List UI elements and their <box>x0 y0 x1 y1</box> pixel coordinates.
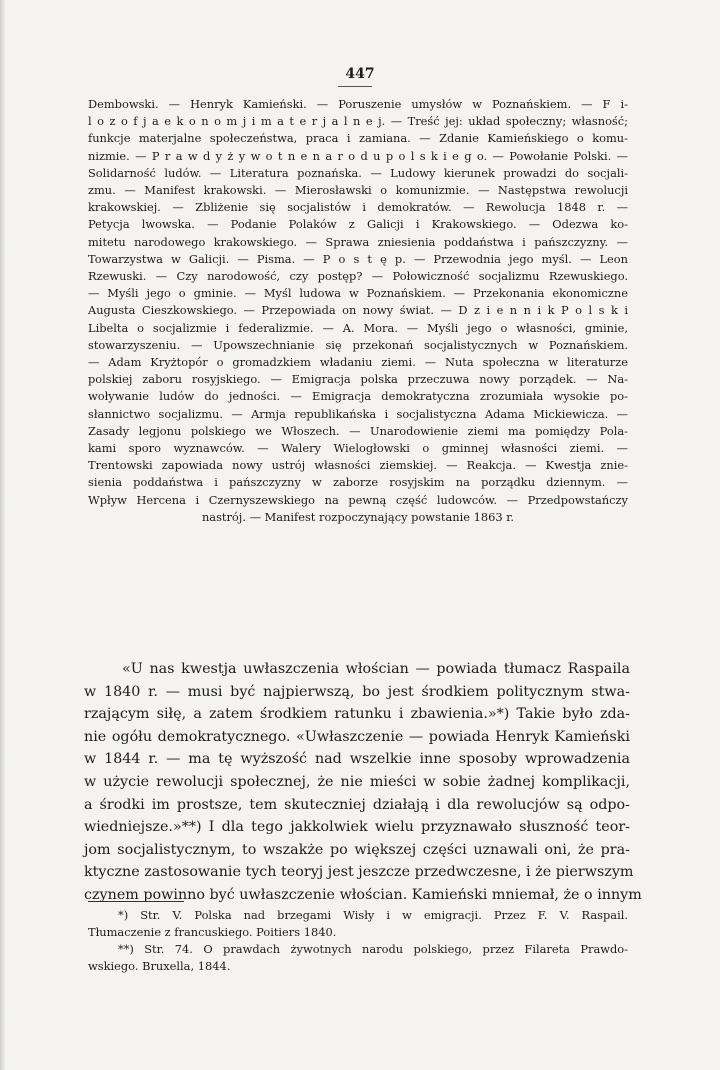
body-line: rzającym siłę, a zatem środkiem ratunku i zbawienia.»*) Takie było zda- <box>84 706 630 723</box>
summary-line: Petycja lwowska. — Podanie Polaków z Galicji i Krakowskiego. — Odezwa ko- <box>88 217 628 232</box>
body-line: nie ogółu demokratycznego. «Uwłaszczenie — powiada Henryk Kamieński <box>84 728 630 745</box>
summary-line: Solidarność ludów. — Literatura poznańska. — Ludowy kierunek prowadzi do socjali- <box>88 165 628 180</box>
summary-line: Trentowski zapowiada nowy ustrój własności ziemskiej. — Reakcja. — Kwestja znie- <box>88 458 628 473</box>
summary-line: Dembowski. — Henryk Kamieński. — Poruszenie umysłów w Poznańskiem. — F i- <box>88 97 628 111</box>
summary-line: l o z o f j a e k o n o m j i m a t e r j a l n e j. — Treść jej: układ społeczny; własność; <box>88 114 628 129</box>
footnote-line: *) Str. V. Polska nad brzegami Wisły i w emigracji. Przez F. V. Raspail. <box>118 908 628 922</box>
summary-line: funkcje materjalne społeczeństwa, praca i zamiana. — Zdanie Kamieńskiego o komu- <box>88 131 628 146</box>
summary-line: mitetu narodowego krakowskiego. — Sprawa zniesienia poddaństwa i pańszczyzny. — <box>88 234 628 249</box>
chapter-summary <box>88 96 628 526</box>
summary-line: woływanie ludów do jedności. — Emigracja demokratyczna zrozumiała wysokie po- <box>88 389 628 404</box>
summary-line: stowarzyszeniu. — Upowszechnianie się przekonań socjalistycznych w Poznańskiem. <box>88 337 628 352</box>
footnote-line: Tłumaczenie z francuskiego. Poitiers 1840. <box>88 925 337 939</box>
summary-line: Rzewuski. — Czy narodowość, czy postęp? — Połowiczność socjalizmu Rzewuskiego. <box>88 269 628 284</box>
summary-line: kami sporo wyznawców. — Walery Wielogłowski o gminnej własności ziemi. — <box>88 441 628 456</box>
summary-line: krakowskiej. — Zbliżenie się socjalistów i demokratów. — Rewolucja 1848 r. — <box>88 200 628 215</box>
body-line: a środki im prostsze, tem skuteczniej działają i dla rewolucjów są odpo- <box>84 796 630 813</box>
summary-line: Towarzystwa w Galicji. — Pisma. — P o s t ę p. — Przewodnia jego myśl. — Leon <box>88 251 628 266</box>
summary-line: — Myśli jego o gminie. — Myśl ludowa w Poznańskiem. — Przekonania ekonomiczne <box>88 286 628 301</box>
body-line: czynem powinno być uwłaszczenie włościan. Kamieński mniemał, że o innym <box>84 886 642 903</box>
summary-line: zmu. — Manifest krakowski. — Mierosławski o komunizmie. — Następstwa rewolucji <box>88 183 628 198</box>
summary-line: słannictwo socjalizmu. — Armja republikańska i socjalistyczna Adama Mickiewicza. — <box>88 406 628 421</box>
page-binding-edge <box>0 0 6 1070</box>
body-line: w 1844 r. — ma tę wyższość nad wszelkie inne sposoby wprowadzenia <box>84 751 630 768</box>
page-number-underline <box>338 86 372 87</box>
summary-line: Augusta Cieszkowskiego. — Przepowiada on nowy świat. — D z i e n n i k P o l s k i <box>88 303 628 318</box>
body-line: w użycie rewolucji społecznej, że nie mieści w sobie żadnej komplikacji, <box>84 773 630 790</box>
summary-line: nastrój. — Manifest rozpoczynający powstanie 1863 r. <box>201 509 515 524</box>
footnote-line: **) Str. 74. O prawdach żywotnych narodu polskiego, przez Filareta Prawdo- <box>118 942 628 956</box>
body-line: jom socjalistycznym, to wszakże po większej części uznawali oni, że pra- <box>84 841 630 858</box>
body-paragraph <box>84 658 642 907</box>
summary-line: — Adam Kryżtopór o gromadzkiem władaniu ziemi. — Nuta społeczna w literaturze <box>88 355 628 370</box>
summary-line: Wpływ Hercena i Czernyszewskiego na pewną część ludowców. — Przedpowstańczy <box>88 492 628 507</box>
body-line: ktyczne zastosowanie tych teoryj jest jeszcze przedwczesne, i że pierwszym <box>84 864 634 881</box>
footnotes <box>88 907 628 975</box>
summary-line: Zasady legjonu polskiego we Włoszech. — Unarodowienie ziemi ma pomiędzy Pola- <box>88 423 628 438</box>
footnote-line: wskiego. Bruxella, 1844. <box>88 959 231 973</box>
body-line: w 1840 r. — musi być najpierwszą, bo jest środkiem politycznym stwa- <box>84 683 630 700</box>
body-line: «U nas kwestja uwłaszczenia włościan — powiada tłumacz Raspaila <box>122 661 630 677</box>
summary-line: sienia poddaństwa i pańszczyzny w zaborze rosyjskim na porządku dziennym. — <box>88 475 628 490</box>
page-number: 447 <box>345 66 375 82</box>
summary-line: polskiej zaboru rosyjskiego. — Emigracja polska przeczuwa nowy porządek. — Na- <box>88 372 628 387</box>
body-line: wiedniejsze.»**) I dla tego jakkolwiek wielu przyznawało słuszność teor- <box>84 819 630 836</box>
summary-line: nizmie. — P r a w d y ż y w o t n e n a r o d u p o l s k i e g o. — Powołanie Polski. — <box>88 148 628 163</box>
summary-line: Libelta o socjalizmie i federalizmie. — A. Mora. — Myśli jego o własności, gminie, <box>88 320 628 335</box>
footnote-divider <box>88 901 184 902</box>
